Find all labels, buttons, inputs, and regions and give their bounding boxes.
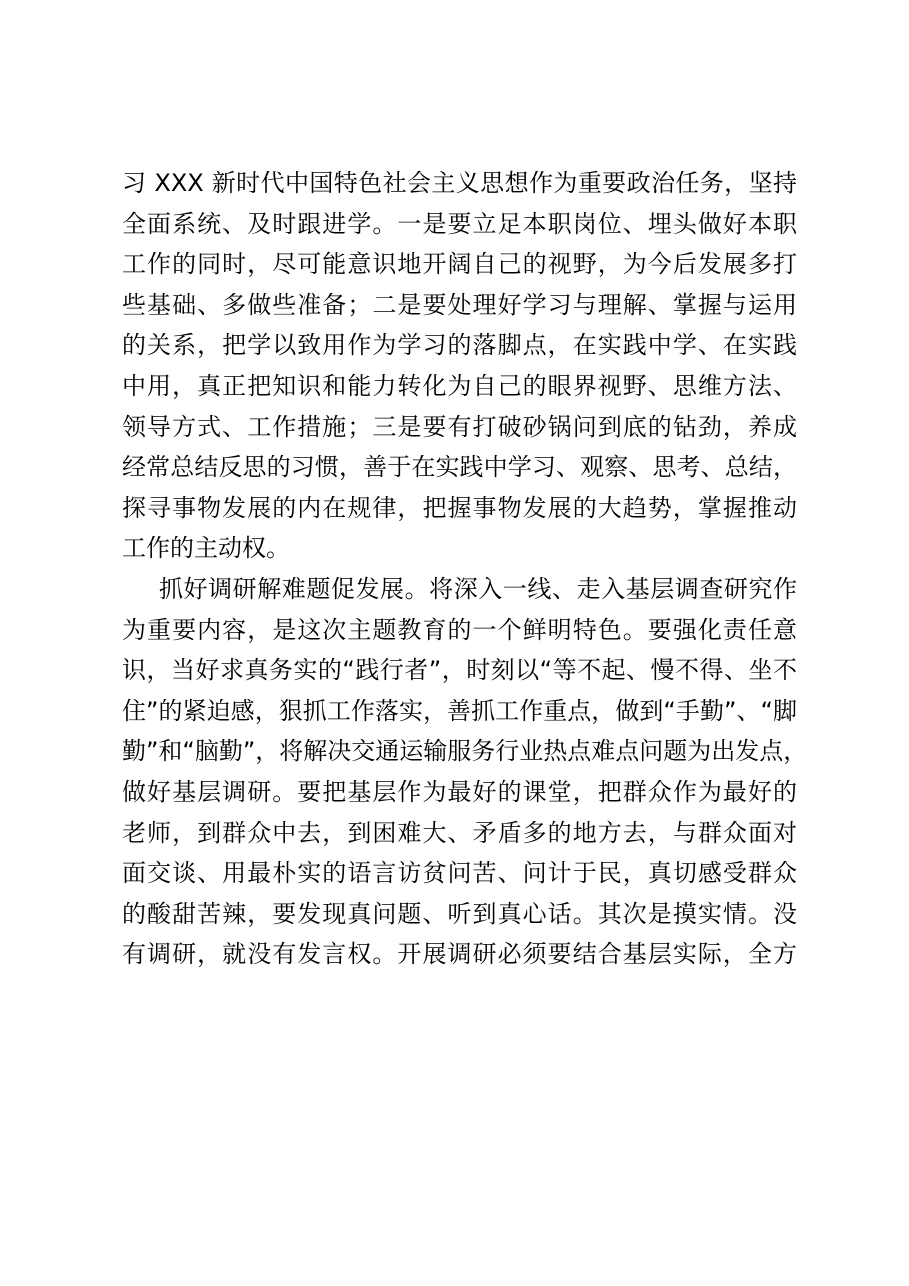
text-line: 识，当好求真务实的“践行者”，时刻以“等不起、慢不得、坐不 bbox=[122, 656, 797, 685]
text-line: 些基础、多做些准备；二是要处理好学习与理解、掌握与运用 bbox=[122, 290, 797, 319]
text-line: 有调研，就没有发言权。开展调研必须要结合基层实际，全方 bbox=[122, 940, 797, 969]
text-line: 做好基层调研。要把基层作为最好的课堂，把群众作为最好的 bbox=[122, 777, 797, 806]
text-line: 面交谈、用最朴实的语言访贫问苦、问计于民，真切感受群众 bbox=[122, 859, 797, 888]
text-line: 经常总结反思的习惯，善于在实践中学习、观察、思考、总结， bbox=[122, 453, 797, 482]
text-line: 为重要内容，是这次主题教育的一个鲜明特色。要强化责任意 bbox=[122, 615, 797, 644]
text-line: 全面系统、及时跟进学。一是要立足本职岗位、埋头做好本职 bbox=[122, 209, 797, 238]
text-line: 习 XXX 新时代中国特色社会主义思想作为重要政治任务，坚持 bbox=[122, 169, 797, 197]
text-line: 勤”和“脑勤”，将解决交通运输服务行业热点难点问题为出发点， bbox=[122, 737, 808, 766]
text-line: 领导方式、工作措施；三是要有打破砂锅问到底的钻劲，养成 bbox=[122, 412, 797, 441]
text-line: 的关系，把学以致用作为学习的落脚点，在实践中学、在实践 bbox=[122, 331, 797, 360]
text-line: 探寻事物发展的内在规律，把握事物发展的大趋势，掌握推动 bbox=[122, 493, 797, 522]
text-line-paragraph-start: 抓好调研解难题促发展。将深入一线、走入基层调查研究作 bbox=[159, 574, 797, 603]
text-line: 工作的同时，尽可能意识地开阔自己的视野，为今后发展多打 bbox=[122, 250, 797, 279]
text-line-paragraph-end: 工作的主动权。 bbox=[122, 534, 290, 563]
text-line: 中用，真正把知识和能力转化为自己的眼界视野、思维方法、 bbox=[122, 371, 797, 400]
text-line: 的酸甜苦辣，要发现真问题、听到真心话。其次是摸实情。没 bbox=[122, 899, 797, 928]
text-line: 老师，到群众中去，到困难大、矛盾多的地方去，与群众面对 bbox=[122, 818, 797, 847]
text-line: 住”的紧迫感，狠抓工作落实，善抓工作重点，做到“手勤”、“脚 bbox=[122, 696, 797, 725]
body-text bbox=[122, 163, 808, 975]
